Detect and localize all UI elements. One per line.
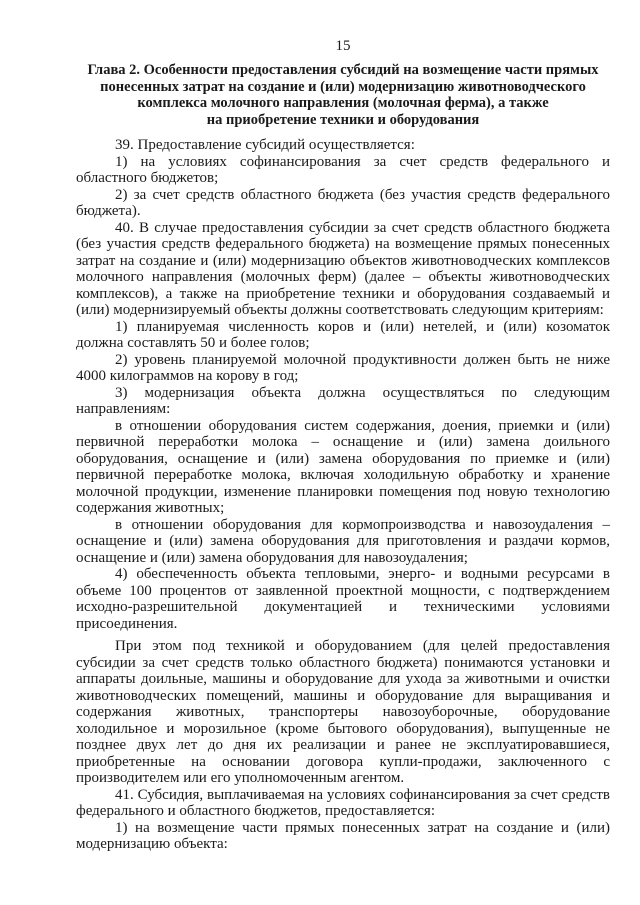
paragraph-41: 41. Субсидия, выплачиваемая на условиях софинансирования за счет средств федерального и областного бюджетов, предоставляется: bbox=[76, 786, 610, 820]
paragraph-equipment-definition: При этом под техникой и оборудованием (для целей предоставления субсидии за счет средств только областного бюджета) понимаются установки и аппараты доильные, машины и оборудование для ухода за животными и очистки животноводческих помещений, машины и оборудование для выращивания и содержания животных, транспортеры навозоуборочные, оборудование холодильное и морозильное (кроме бытового оборудования), выпущенные не позднее двух лет до дня их реализации и ранее не эксплуатировавшиеся, приобретенные на основании договора купли-продажи, заключенного с производителем или его уполномоченным агентом. bbox=[76, 638, 610, 787]
chapter-title bbox=[76, 62, 610, 128]
chapter-title-line: комплекса молочного направления (молочная ферма), а также bbox=[137, 95, 549, 112]
paragraph-41-item-1: 1) на возмещение части прямых понесенных затрат на создание и (или) модернизацию объекта: bbox=[76, 819, 610, 853]
document-page bbox=[76, 36, 610, 853]
chapter-title-line: на приобретение техники и оборудования bbox=[206, 111, 480, 128]
paragraph-40-item-2: 2) уровень планируемой молочной продуктивности должен быть не ниже 4000 килограммов на корову в год; bbox=[76, 351, 610, 385]
page-number: 15 bbox=[335, 38, 351, 54]
chapter-title-line: Глава 2. Особенности предоставления субсидий на возмещение части прямых bbox=[87, 62, 599, 78]
paragraph-40-item-3-feeding: в отношении оборудования для кормопроизводства и навозоудаления – оснащение и (или) замена оборудования для приготовления и раздачи кормов, оснащение и (или) замена оборудования для навозоудаления; bbox=[76, 516, 610, 566]
paragraph-40-item-4: 4) обеспеченность объекта тепловыми, энерго- и водными ресурсами в объеме 100 процентов от заявленной проектной мощности, с подтверждением исходно-разрешительной документацией и техническими условиями присоединения. bbox=[76, 566, 610, 632]
document-body bbox=[76, 137, 610, 853]
paragraph-39-item-2: 2) за счет средств областного бюджета (без участия средств федерального бюджета). bbox=[76, 186, 610, 220]
paragraph-40-item-3: 3) модернизация объекта должна осуществляться по следующим направлениям: bbox=[76, 384, 610, 418]
paragraph-39-item-1: 1) на условиях софинансирования за счет средств федерального и областного бюджетов; bbox=[76, 153, 610, 187]
chapter-title-line: понесенных затрат на создание и (или) модернизацию животноводческого bbox=[100, 78, 586, 95]
paragraph-40-item-3-milking: в отношении оборудования систем содержания, доения, приемки и (или) первичной переработки молока – оснащение и (или) замена доильного оборудования, оснащение и (или) замена оборудования по приемке и (или) первичной переработке молока, включая холодильную обработку и хранение молочной продукции, изменение планировки помещения под новую технологию содержания животных; bbox=[76, 417, 610, 517]
paragraph-39: 39. Предоставление субсидий осуществляется: bbox=[115, 137, 415, 154]
paragraph-40-item-1: 1) планируемая численность коров и (или) нетелей, и (или) козоматок должна составлять 50 и более голов; bbox=[76, 318, 610, 352]
paragraph-40: 40. В случае предоставления субсидии за счет средств областного бюджета (без участия средств федерального бюджета) на возмещение прямых понесенных затрат на создание и (или) модернизацию объектов животноводческих комплексов молочного направления (молочных ферм) (далее – объекты животноводческих комплексов), а также на приобретение техники и оборудования создаваемый и (или) модернизируемый объекты должны соответствовать следующим критериям: bbox=[76, 219, 610, 319]
